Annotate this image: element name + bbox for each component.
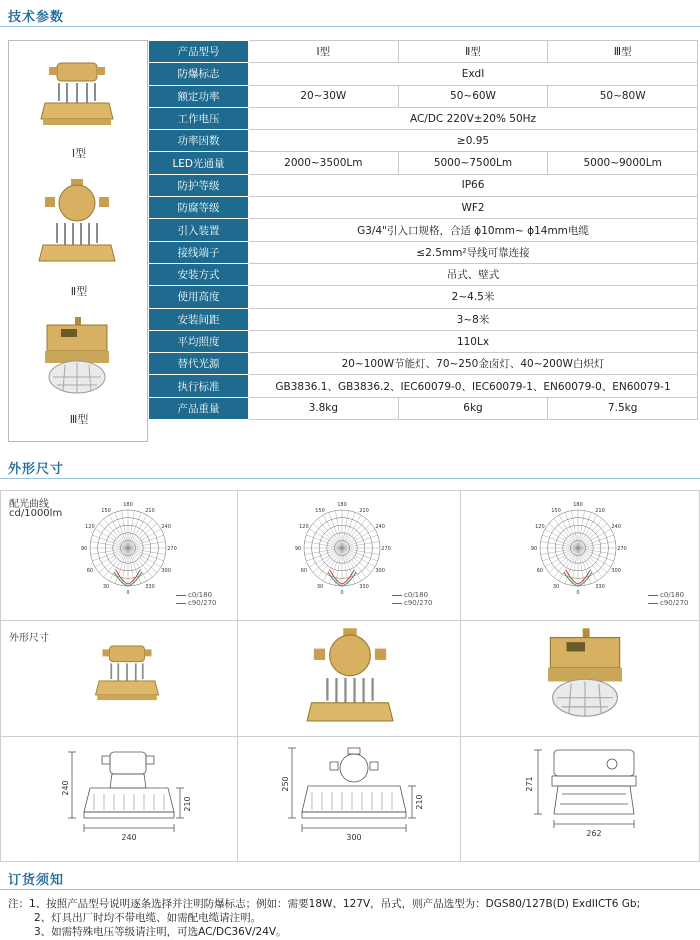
product-photo-1 — [92, 634, 162, 712]
spec-table — [148, 40, 698, 420]
spec-row — [149, 63, 698, 85]
spec-label: 功率因数 — [149, 130, 249, 152]
spec-value: 7.5kg — [548, 397, 698, 419]
spec-value: 110Lx — [249, 330, 698, 352]
spec-row — [149, 397, 698, 419]
polar-chart-3 — [528, 498, 628, 610]
polar-angle-label: 150 — [101, 507, 111, 514]
spec-value: IP66 — [249, 174, 698, 196]
spec-row — [149, 85, 698, 107]
polar-angle-label: 90 — [530, 546, 538, 552]
product-image-type3 — [37, 315, 117, 405]
polar-angle-label: 300 — [375, 568, 385, 574]
dim-width-2: 300 — [346, 833, 362, 842]
spec-row — [149, 286, 698, 308]
spec-row — [149, 263, 698, 285]
polar-angle-label: 210 — [359, 507, 369, 514]
spec-value: 吊式、壁式 — [249, 263, 698, 285]
product-photo-2 — [302, 626, 398, 730]
spec-value: WF2 — [249, 197, 698, 219]
spec-value: 5000~9000Lm — [548, 152, 698, 174]
polar-angle-label: 270 — [381, 546, 391, 552]
polar-angle-label: 30 — [316, 584, 324, 591]
polar-angle-label: 210 — [145, 507, 155, 514]
spec-row — [149, 174, 698, 196]
spec-value: ≥0.95 — [249, 130, 698, 152]
polar-angle-label: 330 — [595, 584, 605, 591]
spec-row — [149, 130, 698, 152]
dim-height-1: 240 — [61, 780, 70, 796]
spec-value: 20~100W节能灯、70~250金卤灯、40~200W白炽灯 — [249, 353, 698, 375]
curve-label: 配光曲线 — [9, 499, 49, 510]
spec-value: 2~4.5米 — [249, 286, 698, 308]
drawing-type2 — [282, 744, 430, 856]
spec-row — [149, 353, 698, 375]
polar-angle-label: 120 — [85, 524, 95, 530]
spec-area — [8, 40, 698, 442]
curve-unit: cd/1000lm — [9, 508, 63, 519]
polar-angle-label: 0 — [576, 590, 580, 596]
polar-angle-label: 60 — [300, 568, 308, 574]
spec-value: 20~30W — [249, 85, 399, 107]
product-image-type2 — [37, 177, 117, 269]
polar-angle-label: 330 — [359, 584, 369, 591]
drawing-type3 — [524, 744, 654, 856]
spec-value: 3.8kg — [249, 397, 399, 419]
spec-label: 产品重量 — [149, 397, 249, 419]
polar-angle-label: 60 — [86, 568, 94, 574]
spec-row — [149, 375, 698, 397]
spec-value: 2000~3500Lm — [249, 152, 399, 174]
product-image-type1 — [37, 59, 117, 129]
divider — [0, 478, 700, 479]
product-label-type3: Ⅲ型 — [69, 413, 89, 426]
legend-3: c0/180 c90/270 — [648, 591, 688, 607]
spec-value: 50~80W — [548, 85, 698, 107]
spec-label: 安装间距 — [149, 308, 249, 330]
dim-depth-1: 210 — [183, 796, 192, 812]
spec-label: 接线端子 — [149, 241, 249, 263]
polar-angle-label: 150 — [315, 507, 325, 514]
legend-1: c0/180 c90/270 — [176, 591, 216, 607]
spec-row — [149, 197, 698, 219]
spec-label: 防护等级 — [149, 174, 249, 196]
spec-value: ≤2.5mm²导线可靠连接 — [249, 241, 698, 263]
product-photo-3 — [530, 626, 640, 730]
dim-height-2: 250 — [281, 776, 290, 792]
spec-value: GB3836.1、GB3836.2、IEC60079-0、IEC60079-1、EN60079-0、EN60079-1 — [249, 375, 698, 397]
divider — [0, 26, 700, 27]
product-image-column — [8, 40, 148, 442]
order-note-3: 3、如需特殊电压等级请注明，可选AC/DC36V/24V。 — [34, 926, 287, 938]
spec-value: 6kg — [398, 397, 548, 419]
dim-label: 外形尺寸 — [9, 633, 49, 644]
outline-grid — [0, 490, 700, 862]
polar-angle-label: 240 — [161, 524, 171, 530]
polar-angle-label: 270 — [167, 546, 177, 552]
spec-label: 替代光源 — [149, 353, 249, 375]
spec-label: 防爆标志 — [149, 63, 249, 85]
spec-label: 平均照度 — [149, 330, 249, 352]
section-title-order: 订货须知 — [8, 873, 65, 888]
spec-row — [149, 219, 698, 241]
dim-depth-2: 210 — [415, 794, 424, 810]
spec-value: AC/DC 220V±20% 50Hz — [249, 107, 698, 129]
spec-value: ExdⅠ — [249, 63, 698, 85]
polar-angle-label: 90 — [294, 546, 302, 552]
polar-angle-label: 240 — [611, 524, 621, 530]
section-title-outline: 外形尺寸 — [8, 462, 65, 477]
spec-label: 使用高度 — [149, 286, 249, 308]
product-label-type2: Ⅱ型 — [70, 285, 88, 298]
polar-angle-label: 240 — [375, 524, 385, 530]
polar-angle-label: 150 — [551, 507, 561, 514]
dim-height-3: 271 — [525, 776, 534, 792]
order-note-1: 注：1、按照产品型号说明逐条选择并注明防爆标志；例如：需要18W、127V，吊式，则产品选型为：DGS80/127B(D) ExdIICT6 Gb; — [8, 898, 641, 910]
polar-angle-label: 210 — [595, 507, 605, 514]
spec-value: 5000~7500Lm — [398, 152, 548, 174]
polar-angle-label: 0 — [340, 590, 344, 596]
order-note-2: 2、灯具出厂时均不带电缆、如需配电缆请注明。 — [34, 912, 262, 924]
polar-angle-label: 30 — [102, 584, 110, 591]
polar-angle-label: 0 — [126, 590, 130, 596]
polar-angle-label: 120 — [535, 524, 545, 530]
spec-label: 引入装置 — [149, 219, 249, 241]
drawing-type1 — [62, 744, 202, 856]
spec-label: 防腐等级 — [149, 197, 249, 219]
polar-chart-1 — [78, 498, 178, 610]
polar-angle-label: 300 — [161, 568, 171, 574]
spec-label: LED光通量 — [149, 152, 249, 174]
spec-header-cell: Ⅲ型 — [548, 41, 698, 63]
spec-label: 额定功率 — [149, 85, 249, 107]
spec-row — [149, 308, 698, 330]
spec-label: 工作电压 — [149, 107, 249, 129]
spec-value: 50~60W — [398, 85, 548, 107]
section-title-tech: 技术参数 — [8, 10, 65, 25]
spec-header-cell: Ⅰ型 — [249, 41, 399, 63]
polar-angle-label: 180 — [573, 502, 583, 508]
polar-angle-label: 270 — [617, 546, 627, 552]
polar-chart-2 — [292, 498, 392, 610]
dim-width-3: 262 — [586, 829, 602, 838]
spec-row — [149, 152, 698, 174]
spec-value: 3~8米 — [249, 308, 698, 330]
spec-label: 执行标准 — [149, 375, 249, 397]
polar-angle-label: 30 — [552, 584, 560, 591]
spec-header-cell: Ⅱ型 — [398, 41, 548, 63]
polar-angle-label: 120 — [299, 524, 309, 530]
polar-angle-label: 180 — [123, 502, 133, 508]
dim-width-1: 240 — [121, 833, 137, 842]
legend-2: c0/180 c90/270 — [392, 591, 432, 607]
polar-angle-label: 90 — [80, 546, 88, 552]
product-label-type1: Ⅰ型 — [71, 147, 87, 160]
polar-angle-label: 330 — [145, 584, 155, 591]
spec-row — [149, 107, 698, 129]
spec-row — [149, 241, 698, 263]
spec-header-row — [149, 41, 698, 63]
spec-row — [149, 330, 698, 352]
polar-angle-label: 60 — [536, 568, 544, 574]
polar-angle-label: 180 — [337, 502, 347, 508]
polar-angle-label: 300 — [611, 568, 621, 574]
divider — [0, 889, 700, 890]
spec-value: G3/4"引入口规格，合适 ϕ10mm~ ϕ14mm电缆 — [249, 219, 698, 241]
spec-label: 安装方式 — [149, 263, 249, 285]
spec-label: 产品型号 — [149, 41, 249, 63]
